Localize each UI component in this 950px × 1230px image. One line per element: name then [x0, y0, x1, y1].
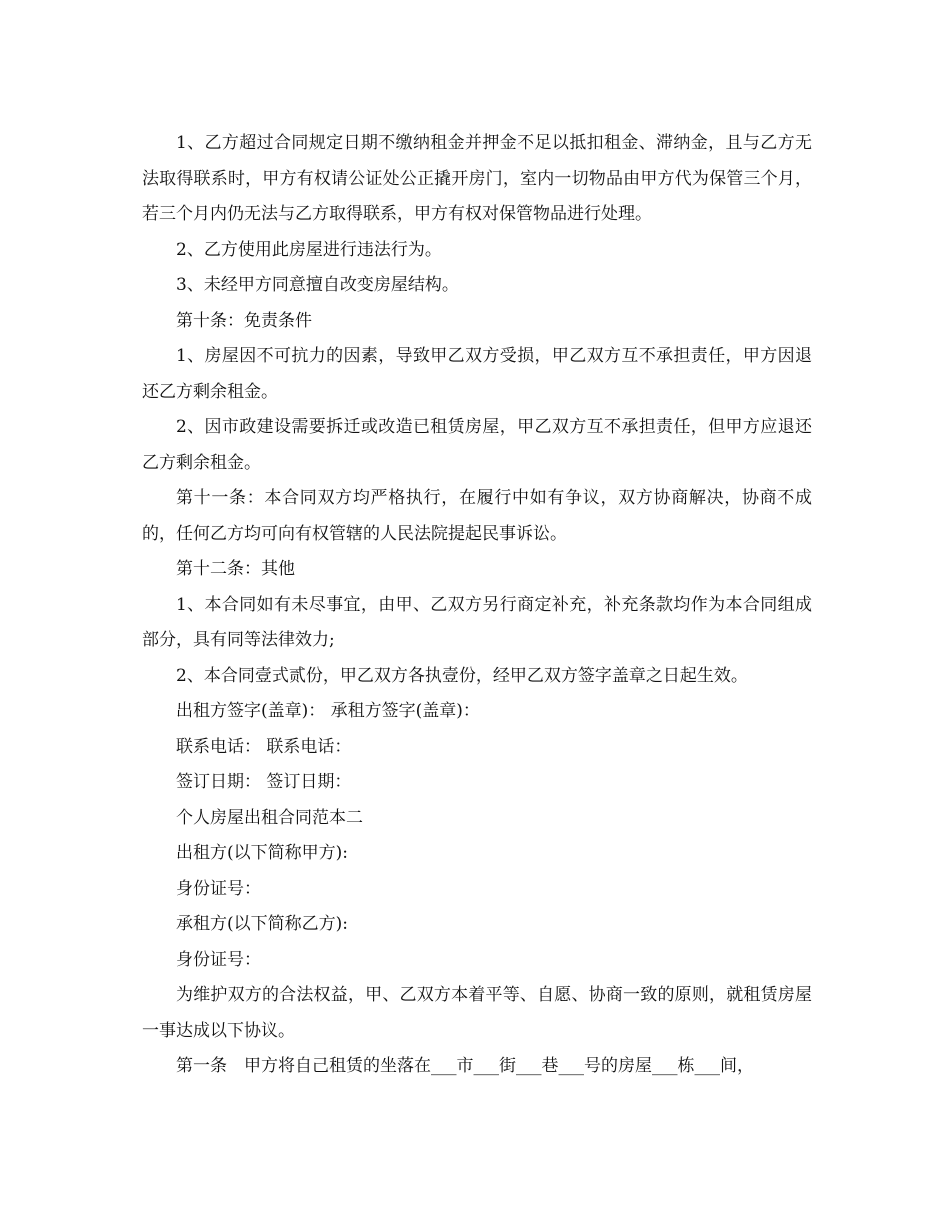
- preamble-paragraph: 为维护双方的合法权益，甲、乙双方本着平等、自愿、协商一致的原则，就租赁房屋一事达成以下协议。: [142, 985, 812, 1041]
- lessee-line: 承租方(以下简称乙方):: [176, 914, 348, 934]
- section-title: 个人房屋出租合同范本二: [176, 807, 363, 828]
- article-heading: 第十条：免责条件: [176, 310, 312, 331]
- document-body: [142, 126, 812, 1085]
- clause-paragraph: 3、未经甲方同意擅自改变房屋结构。: [176, 275, 459, 295]
- clause-paragraph: 2、乙方使用此房屋进行违法行为。: [176, 239, 442, 260]
- clause-paragraph: 2、本合同壹式贰份，甲乙双方各执壹份，经甲乙双方签字盖章之日起生效。: [176, 665, 748, 686]
- date-line: 签订日期： 签订日期：: [176, 772, 352, 792]
- clause-paragraph: 第一条 甲方将自己租赁的坐落在___市___街___巷___号的房屋___栋___间，: [176, 1056, 754, 1076]
- clause-paragraph: 第十一条：本合同双方均严格执行，在履行中如有争议，双方协商解决，协商不成的，任何乙方均可向有权管辖的人民法院提起民事诉讼。: [142, 488, 812, 544]
- id-number-line: 身份证号：: [176, 949, 261, 970]
- clause-paragraph: 1、乙方超过合同规定日期不缴纳租金并押金不足以抵扣租金、滞纳金，且与乙方无法取得联系时，甲方有权请公证处公正撬开房门，室内一切物品由甲方代为保管三个月，若三个月内仍无法与乙方取得联系，甲方有权对保管物品进行处理。: [142, 133, 812, 224]
- signature-line: 出租方签字(盖章)： 承租方签字(盖章)：: [176, 701, 480, 721]
- article-heading: 第十二条：其他: [176, 559, 295, 579]
- clause-paragraph: 1、房屋因不可抗力的因素，导致甲乙双方受损，甲乙双方互不承担责任，甲方因退还乙方剩余租金。: [142, 346, 812, 402]
- phone-line: 联系电话： 联系电话：: [176, 736, 352, 757]
- lessor-line: 出租方(以下简称甲方):: [176, 843, 348, 863]
- id-number-line: 身份证号：: [176, 878, 261, 899]
- clause-paragraph: 1、本合同如有未尽事宜，由甲、乙双方另行商定补充，补充条款均作为本合同组成部分，具有同等法律效力;: [142, 594, 812, 650]
- clause-paragraph: 2、因市政建设需要拆迁或改造已租赁房屋，甲乙双方互不承担责任，但甲方应退还乙方剩余租金。: [142, 417, 812, 473]
